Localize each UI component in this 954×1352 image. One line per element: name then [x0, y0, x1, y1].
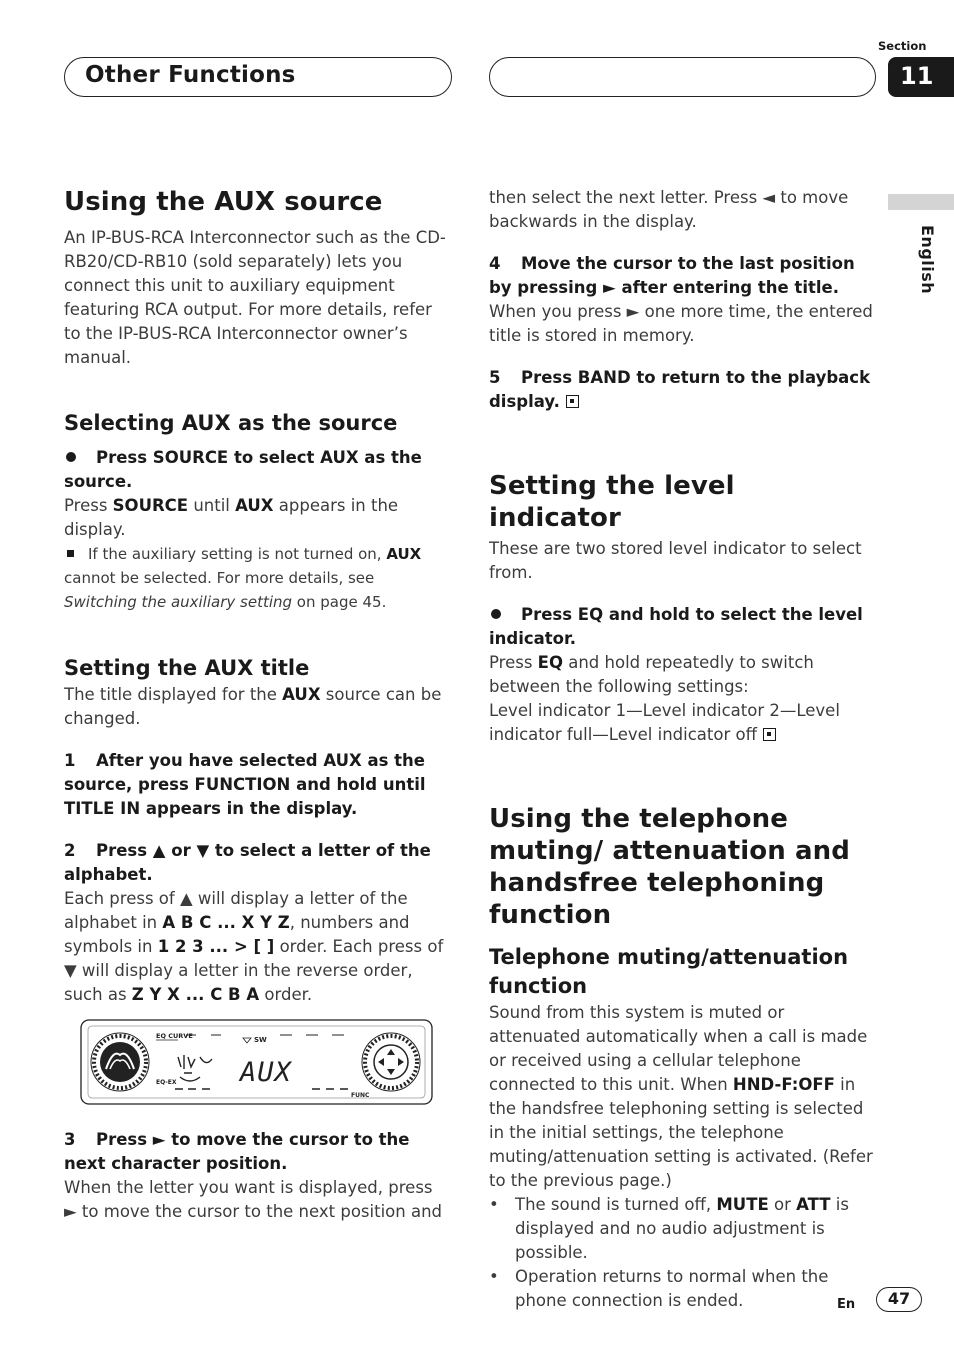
selecting-bullet: Press SOURCE to select AUX as the source. — [64, 448, 422, 491]
bullet-icon — [66, 452, 76, 462]
list-item: • The sound is turned off, MUTE or ATT is displayed and no audio adjustment is possible. — [489, 1193, 874, 1265]
title-body: The title displayed for the AUX source can be changed. — [64, 685, 442, 728]
head-unit-display-illustration — [80, 1019, 433, 1105]
language-side-label: English — [918, 225, 937, 295]
display-main-text: AUX — [240, 1057, 292, 1088]
section-label: Section — [878, 39, 927, 53]
level-heading: Setting the level indicator — [489, 471, 735, 533]
footer-language: En — [837, 1297, 856, 1312]
selecting-body: Press SOURCE until AUX appears in the display. — [64, 496, 399, 539]
func-label: FUNC — [351, 1092, 370, 1099]
level-intro: These are two stored level indicator to select from. — [489, 539, 862, 582]
step-2: 2 Press ▲ or ▼ to select a letter of the alphabet. — [64, 841, 431, 884]
end-mark-icon — [763, 728, 776, 741]
sw-label: SW — [254, 1036, 267, 1044]
note-square-icon — [67, 550, 74, 557]
section-number: 11 — [900, 62, 934, 90]
aux-intro: An IP-BUS-RCA Interconnector such as the CD-RB20/CD-RB10 (sold separately) lets you connect this unit to auxiliary equipment featuring RCA output. For more details, refer to the IP-BUS-RCA Interconnector owner’s manual. — [64, 228, 446, 367]
title-heading: Setting the AUX title — [64, 656, 310, 680]
step-4: 4 Move the cursor to the last position by pressing ► after entering the title. — [489, 254, 855, 297]
phone-subheading: Telephone muting/attenuation function — [489, 945, 849, 998]
step-3: 3 Press ► to move the cursor to the next character position. — [64, 1130, 410, 1173]
level-list: Level indicator 1—Level indicator 2—Level indicator full—Level indicator off — [489, 701, 840, 744]
eq-curve-label: EQ CURVE — [156, 1032, 193, 1040]
left-column-bottom — [64, 1128, 449, 1224]
continued-text: then select the next letter. Press ◄ to move backwards in the display. — [489, 188, 849, 231]
eq-ex-label: EQ-EX — [156, 1079, 177, 1086]
selecting-note: If the auxiliary setting is not turned on, AUX cannot be selected. For more details, see Switching the auxiliary setting on page 45. — [64, 545, 422, 611]
list-item: • Operation returns to normal when the phone connection is ended. — [489, 1265, 874, 1313]
selecting-heading: Selecting AUX as the source — [64, 411, 398, 435]
header-title-box — [64, 57, 452, 97]
right-column — [489, 186, 874, 1313]
phone-list — [489, 1193, 874, 1313]
bullet-icon — [491, 609, 501, 619]
phone-heading: Using the telephone muting/ attenuation and handsfree telephoning function — [489, 804, 850, 930]
aux-heading: Using the AUX source — [64, 187, 383, 217]
step-3-body: When the letter you want is displayed, press ► to move the cursor to the next position and — [64, 1178, 443, 1221]
level-bullet: Press EQ and hold to select the level indicator. — [489, 605, 863, 648]
step-2-body: Each press of ▲ will display a letter of the alphabet in A B C ... X Y Z, numbers and symbols in 1 2 3 ... > [ ] order. Each press of ▼ will display a letter in the reverse order, such as Z Y X ... C B A order. — [64, 889, 444, 1004]
section-number-badge — [888, 57, 954, 97]
step-5: 5 Press BAND to return to the playback display. — [489, 368, 871, 411]
page-section-title: Other Functions — [85, 62, 296, 88]
level-body: Press EQ and hold repeatedly to switch between the following settings: — [489, 653, 814, 696]
step-4-body: When you press ► one more time, the entered title is stored in memory. — [489, 302, 873, 345]
language-tab-bar — [888, 194, 954, 210]
end-mark-icon — [566, 395, 579, 408]
page-number: 47 — [876, 1287, 922, 1312]
phone-body: Sound from this system is muted or attenuated automatically when a call is made or received using a cellular telephone connected to this unit. When HND-F:OFF in the handsfree telephoning setting is selected in the initial settings, the telephone muting/attenuation setting is activated. (Refer to the previous page.) — [489, 1003, 873, 1190]
header-blank-box — [489, 57, 876, 97]
step-1: 1 After you have selected AUX as the source, press FUNCTION and hold until TITLE IN appears in the display. — [64, 751, 426, 818]
left-column — [64, 186, 449, 1007]
